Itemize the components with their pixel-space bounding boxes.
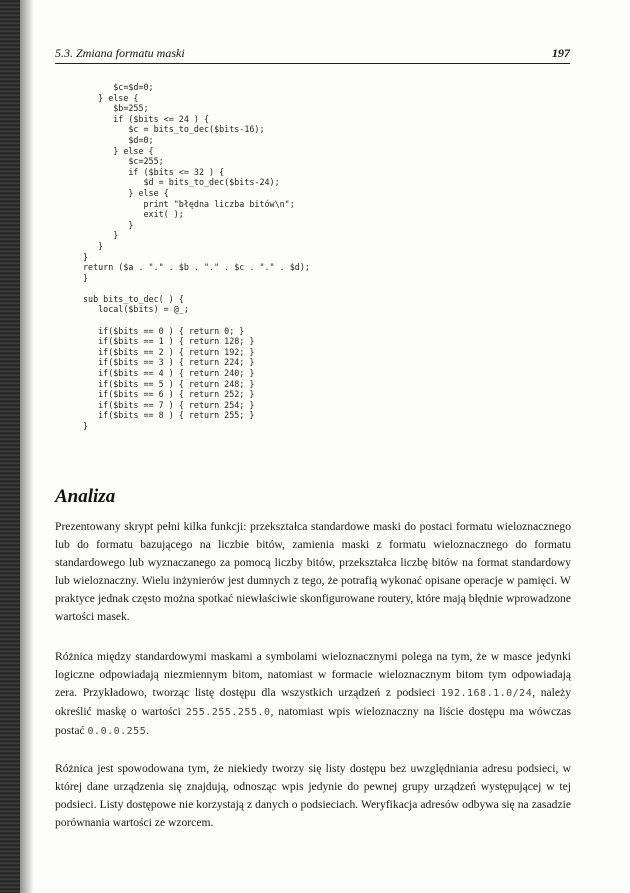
paragraph-3: Różnica jest spowodowana tym, że niekiedy tworzy się listy dostępu bez uwzględniania adresu podsieci, w której dane urządzenia się znajdują, odnosząc wpis jedynie do pewnej grupy urządzeń występującej w tej podsieci. Listy dostępowe nie korzystają z danych o podsieciach. Weryfikacja adresów odbywa się na zasadzie porównania wartości ze wzorcem. [55, 762, 571, 829]
code-line: } [83, 421, 89, 431]
paragraph-2 [55, 648, 571, 741]
section-title: Analiza [55, 486, 116, 507]
spine-gradient [20, 0, 34, 893]
code-line: } else { [83, 187, 169, 198]
code-line: exit( ); [83, 209, 184, 220]
code-line: if($bits == 1 ) { return 128; } [83, 336, 255, 347]
code-line: if ($bits <= 32 ) { [83, 166, 225, 177]
code-line: if($bits == 5 ) { return 248; } [83, 378, 255, 389]
code-line: $d = bits_to_dec($bits-24); [83, 177, 280, 188]
code-line: $d=0; [83, 134, 154, 145]
section-heading: 5.3. Zmiana formatu maski [55, 46, 185, 60]
code-line: $c=$d=0; [83, 82, 154, 92]
code-line: $c = bits_to_dec($bits-16); [83, 124, 265, 135]
running-header [55, 45, 570, 64]
code-line: local($bits) = @_; [83, 304, 189, 315]
code-line: } [83, 251, 89, 262]
paragraph-2-text-b: , należy określić maskę o wartości [55, 685, 571, 718]
code-line: return ($a . "." . $b . "." . $c . "." . $d); [83, 262, 310, 273]
paragraph-2-text-c: , natomiast wpis wieloznaczny na liście dostępu ma wówczas postać [55, 704, 571, 737]
code-line: } else { [83, 145, 154, 156]
code-line: } else { [83, 92, 139, 103]
code-line: $c=255; [83, 156, 164, 167]
code-line: sub bits_to_dec( ) { [83, 293, 184, 304]
code-line: } [83, 272, 89, 283]
code-line: print "błędna liczba bitów\n"; [83, 198, 295, 209]
subnet-address: 192.168.1.0/24 [440, 687, 533, 699]
code-line: } [83, 240, 104, 251]
code-line: if($bits == 4 ) { return 240; } [83, 368, 255, 379]
code-listing [83, 82, 310, 432]
paragraph-1: Prezentowany skrypt pełni kilka funkcji: przekształca standardowe maski do postaci formatu wieloznacznego lub do formatu bazującego na liczbie bitów, zamienia maski z formatu wieloznacznego do formatu standardowego lub wyznaczanego za pomocą liczby bitów, przekształca liczbę bitów na format standardowy lub wieloznaczny. Wielu inżynierów jest dumnych z tego, że potrafią wykonać opisane operacje w pamięci. W praktyce jednak często można spotkać niewłaściwie skonfigurowane routery, które mają błędnie wprowadzone wartości masek. [55, 520, 571, 623]
paragraph-2-text-a: Różnica między standardowymi maskami a symbolami wieloznacznymi polega na tym, że w masce jedynki logiczne odpowiadają niezmiennym bitom, natomiast w formacie wieloznacznym bitom tym odpowiadają zera. Przykładowo, tworząc listę dostępu dla wszystkich urządzeń z podsieci [55, 650, 571, 699]
paragraph-2-text-d: . [146, 723, 150, 737]
code-line: if($bits == 2 ) { return 192; } [83, 346, 255, 357]
code-line: $b=255; [83, 103, 149, 114]
book-spine-shadow [0, 0, 20, 893]
code-line: if ($bits <= 24 ) { [83, 113, 210, 124]
code-line: if($bits == 8 ) { return 255; } [83, 410, 255, 421]
wildcard-mask: 0.0.0.255 [87, 725, 147, 737]
code-line: if($bits == 6 ) { return 252; } [83, 389, 255, 400]
code-line: } [83, 230, 119, 241]
code-line: if($bits == 3 ) { return 224; } [83, 357, 255, 368]
code-line: if($bits == 0 ) { return 0; } [83, 325, 245, 336]
code-line: } [83, 219, 134, 230]
code-line: if($bits == 7 ) { return 254; } [83, 399, 255, 410]
standard-mask: 255.255.255.0 [185, 706, 271, 718]
page-number: 197 [552, 46, 570, 60]
